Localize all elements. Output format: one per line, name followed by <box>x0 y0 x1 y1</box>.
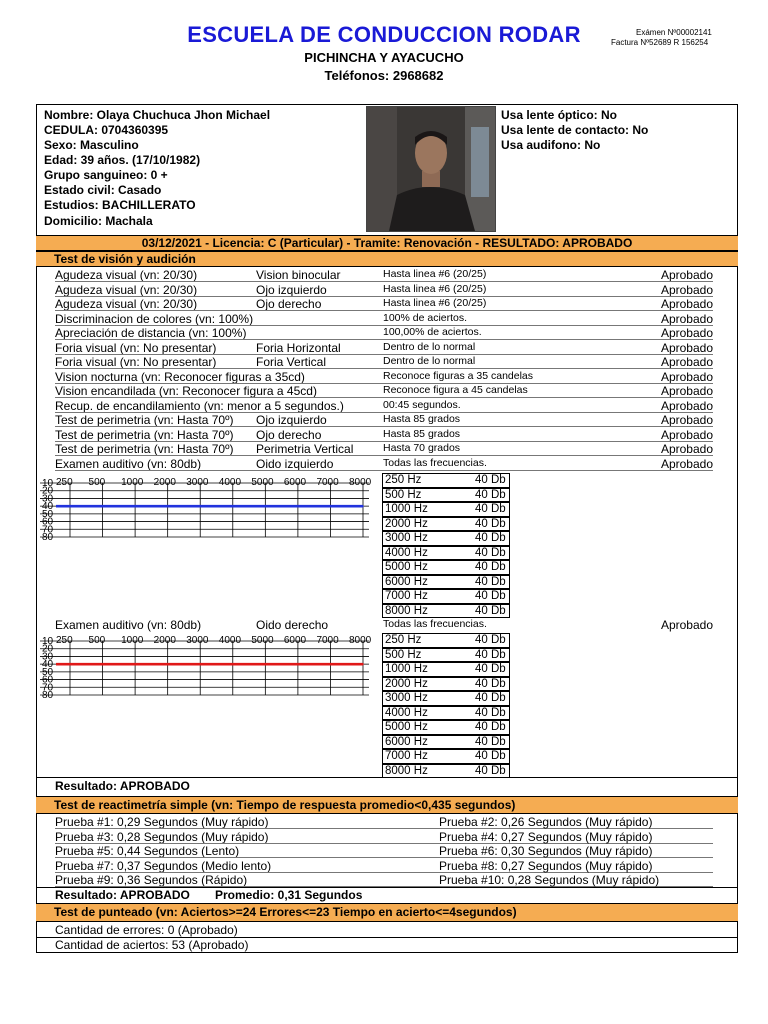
left-ear-frequency-row <box>382 589 510 604</box>
vision-test-name: Examen auditivo (vn: 80db) <box>55 456 202 471</box>
left-ear-frequency-row <box>382 488 510 503</box>
right-ear-data-point <box>265 663 267 665</box>
reaction-test-item: Prueba #8: 0,27 Segundos (Muy rápido) <box>439 858 653 873</box>
vision-test-name: Apreciación de distancia (vn: 100%) <box>55 326 247 340</box>
reaction-average: Promedio: 0,31 Segundos <box>215 888 363 902</box>
left-ear-x-tick: 8000 <box>349 477 372 488</box>
right-ear-data-point <box>330 663 332 665</box>
vision-test-result: Aprobado <box>660 427 713 442</box>
vision-test-result: Aprobado <box>660 456 713 471</box>
right-ear-y-tick: 50 <box>42 666 54 678</box>
frequency-db: 40 Db <box>475 648 506 661</box>
left-ear-data-point <box>134 505 136 507</box>
punteado-section-header: Test de punteado (vn: Aciertos>=24 Errores<=23 Tiempo en acierto<=4segundos) <box>36 903 738 922</box>
left-ear-frequency-row <box>382 473 510 488</box>
right-ear-y-tick: 80 <box>42 690 54 699</box>
left-ear-y-tick: 80 <box>42 532 54 541</box>
frequency-db: 40 Db <box>475 503 506 515</box>
exam-number: Exámen Nº00002141 <box>636 28 712 37</box>
right-ear-data-point <box>232 663 234 665</box>
vision-test-sub: Ojo derecho <box>256 427 322 442</box>
vision-test-value: Todas las frecuencias. <box>383 456 487 469</box>
reaction-test-item: Prueba #2: 0,26 Segundos (Muy rápido) <box>439 815 653 829</box>
left-ear-y-tick: 60 <box>42 516 54 528</box>
vision-test-value: Reconoce figuras a 35 candelas <box>383 369 534 382</box>
right-ear-frequency-row <box>382 677 510 692</box>
left-ear-data-point <box>330 505 332 507</box>
vision-test-result: Aprobado <box>660 297 713 311</box>
right-ear-frequency-row <box>382 735 510 750</box>
vision-test-value: Dentro de lo normal <box>383 355 476 367</box>
left-ear-x-tick: 5000 <box>251 477 274 488</box>
frequency-hz: 4000 Hz <box>385 706 428 719</box>
vision-test-value: 100,00% de aciertos. <box>383 326 482 338</box>
right-ear-data-point <box>199 663 201 665</box>
person-cedula: CEDULA: 0704360395 <box>44 123 169 137</box>
left-ear-x-tick: 7000 <box>316 477 339 488</box>
vision-test-sub: Vision binocular <box>256 268 341 282</box>
person-home: Domicilio: Machala <box>44 214 153 228</box>
right-ear-x-tick: 7000 <box>316 635 339 646</box>
right-ear-x-tick: 5000 <box>251 635 274 646</box>
frequency-db: 40 Db <box>475 735 506 748</box>
vision-test-value: Hasta linea #6 (20/25) <box>383 282 487 295</box>
left-ear-y-tick: 10 <box>42 478 54 489</box>
school-address: PICHINCHA Y AYACUCHO <box>304 50 464 65</box>
right-ear-x-tick: 8000 <box>349 635 372 646</box>
hearing-aid: Usa audifono: No <box>501 138 601 152</box>
optical-lens: Usa lente óptico: No <box>501 108 618 122</box>
vision-test-result: Aprobado <box>660 355 713 369</box>
frequency-db: 40 Db <box>475 517 506 530</box>
left-ear-y-tick: 70 <box>42 524 54 536</box>
vision-test-value: Dentro de lo normal <box>383 340 476 353</box>
vision-test-value: Hasta linea #6 (20/25) <box>383 297 487 309</box>
right-ear-x-tick: 4000 <box>218 635 242 646</box>
left-ear-frequency-row <box>382 560 510 575</box>
frequency-db: 40 Db <box>475 721 506 733</box>
reaction-section-header: Test de reactimetría simple (vn: Tiempo de respuesta promedio<0,435 segundos) <box>36 796 738 814</box>
vision-test-name: Discriminacion de colores (vn: 100%) <box>55 311 254 326</box>
left-ear-frequency-row <box>382 502 510 517</box>
right-ear-data-point <box>134 663 136 665</box>
vision-test-name: Test de perimetria (vn: Hasta 70º) <box>55 413 234 427</box>
audiogram-right-ear <box>36 633 382 699</box>
punteado-hits: Cantidad de aciertos: 53 (Aprobado) <box>55 938 249 952</box>
vision-test-name: Recup. de encandilamiento (vn: menor a 5 segundos.) <box>55 398 344 413</box>
person-civil: Estado civil: Casado <box>44 183 162 197</box>
frequency-hz: 1000 Hz <box>385 503 428 515</box>
left-ear-data-point <box>362 505 364 507</box>
left-ear-frequency-row <box>382 517 510 532</box>
row-divider <box>55 470 713 471</box>
hearing-result: Resultado: APROBADO <box>55 779 190 793</box>
divider <box>36 777 738 778</box>
vision-test-value: 00:45 segundos. <box>383 398 461 411</box>
left-ear-frequency-row <box>382 546 510 561</box>
left-ear-data-point <box>69 505 71 507</box>
vision-test-sub: Ojo izquierdo <box>256 413 327 427</box>
frequency-hz: 8000 Hz <box>385 604 428 617</box>
frequency-db: 40 Db <box>475 750 506 762</box>
vision-test-value: Hasta 85 grados <box>383 413 461 425</box>
reaction-test-item: Prueba #5: 0,44 Segundos (Lento) <box>55 844 240 858</box>
frequency-hz: 250 Hz <box>385 474 422 486</box>
left-ear-data-point <box>199 505 201 507</box>
vision-test-result: Aprobado <box>660 398 713 413</box>
person-studies: Estudios: BACHILLERATO <box>44 198 196 212</box>
frequency-db: 40 Db <box>475 764 506 777</box>
left-ear-x-tick: 2000 <box>153 477 176 488</box>
left-ear-data-point <box>265 505 267 507</box>
frequency-hz: 7000 Hz <box>385 750 428 762</box>
right-ear-data-point <box>102 663 104 665</box>
frequency-db: 40 Db <box>475 634 506 646</box>
hearing-right-test: Examen auditivo (vn: 80db) <box>55 618 202 632</box>
reaction-test-item: Prueba #1: 0,29 Segundos (Muy rápido) <box>55 815 269 829</box>
vision-section-header: Test de visión y audición <box>36 251 738 267</box>
frequency-hz: 6000 Hz <box>385 575 428 588</box>
frequency-hz: 5000 Hz <box>385 561 428 573</box>
right-ear-x-tick: 1000 <box>121 635 144 646</box>
left-ear-x-tick: 500 <box>88 477 106 488</box>
left-ear-x-tick: 1000 <box>121 477 144 488</box>
vision-test-result: Aprobado <box>660 268 713 282</box>
vision-test-name: Agudeza visual (vn: 20/30) <box>55 268 198 282</box>
right-ear-y-tick: 70 <box>42 682 54 694</box>
right-ear-y-tick: 20 <box>42 643 54 655</box>
contact-lens: Usa lente de contacto: No <box>501 123 649 137</box>
frequency-db: 40 Db <box>475 706 506 719</box>
frequency-db: 40 Db <box>475 677 506 690</box>
right-ear-frequency-row <box>382 706 510 721</box>
invoice-number: Factura Nº52689 R 156254 <box>611 38 709 47</box>
audiogram-left-ear <box>36 475 382 541</box>
left-ear-frequency-row <box>382 575 510 590</box>
person-age: Edad: 39 años. (17/10/1982) <box>44 153 201 167</box>
hearing-right-value: Todas las frecuencias. <box>383 618 487 630</box>
left-ear-data-point <box>232 505 234 507</box>
vision-test-name: Test de perimetria (vn: Hasta 70º) <box>55 427 234 442</box>
frequency-hz: 8000 Hz <box>385 764 428 777</box>
left-ear-y-tick: 30 <box>42 493 54 505</box>
left-ear-frequency-row <box>382 604 510 619</box>
vision-test-name: Foria visual (vn: No presentar) <box>55 355 217 369</box>
right-ear-x-tick: 3000 <box>186 635 209 646</box>
frequency-hz: 5000 Hz <box>385 721 428 733</box>
left-ear-x-tick: 4000 <box>218 477 242 488</box>
reaction-result: Resultado: APROBADO <box>55 888 190 902</box>
right-ear-frequency-row <box>382 648 510 663</box>
frequency-db: 40 Db <box>475 532 506 544</box>
right-ear-y-tick: 10 <box>42 636 54 647</box>
right-ear-x-tick: 6000 <box>283 635 307 646</box>
vision-test-name: Foria visual (vn: No presentar) <box>55 340 217 355</box>
right-ear-frequency-row <box>382 691 510 706</box>
frequency-db: 40 Db <box>475 663 506 675</box>
punteado-errors: Cantidad de errores: 0 (Aprobado) <box>55 923 238 937</box>
vision-test-sub: Foria Vertical <box>256 355 327 369</box>
right-ear-frequency-row <box>382 662 510 677</box>
right-ear-frequency-row <box>382 749 510 764</box>
right-ear-x-tick: 2000 <box>153 635 176 646</box>
frequency-db: 40 Db <box>475 692 506 704</box>
frequency-hz: 500 Hz <box>385 648 422 661</box>
vision-test-name: Vision nocturna (vn: Reconocer figuras a 35cd) <box>55 369 305 384</box>
vision-test-value: Reconoce figura a 45 candelas <box>383 384 528 396</box>
left-ear-y-tick: 50 <box>42 508 54 520</box>
frequency-hz: 3000 Hz <box>385 532 428 544</box>
vision-test-name: Agudeza visual (vn: 20/30) <box>55 297 198 311</box>
left-ear-data-point <box>102 505 104 507</box>
right-ear-x-tick: 250 <box>56 635 73 646</box>
frequency-db: 40 Db <box>475 474 506 486</box>
reaction-test-item: Prueba #9: 0,36 Segundos (Rápido) <box>55 873 248 887</box>
right-ear-data-point <box>297 663 299 665</box>
school-phones: Teléfonos: 2968682 <box>324 68 444 83</box>
right-ear-data-point <box>362 663 364 665</box>
hearing-right-sub: Oido derecho <box>256 618 329 632</box>
license-result-bar: 03/12/2021 - Licencia: C (Particular) - Tramite: Renovación - RESULTADO: APROBADO <box>36 235 738 251</box>
frequency-hz: 500 Hz <box>385 488 422 501</box>
left-ear-frequency-row <box>382 531 510 546</box>
reaction-test-item: Prueba #3: 0,28 Segundos (Muy rápido) <box>55 829 269 844</box>
frequency-hz: 2000 Hz <box>385 677 428 690</box>
left-ear-y-tick: 40 <box>42 501 54 513</box>
vision-test-result: Aprobado <box>660 413 713 427</box>
vision-test-value: Hasta 85 grados <box>383 427 461 440</box>
vision-test-name: Vision encandilada (vn: Reconocer figura a 45cd) <box>55 384 317 398</box>
right-ear-frequency-row <box>382 720 510 735</box>
right-ear-frequency-row <box>382 764 510 779</box>
frequency-db: 40 Db <box>475 488 506 501</box>
frequency-db: 40 Db <box>475 575 506 588</box>
frequency-hz: 4000 Hz <box>385 546 428 559</box>
frequency-hz: 2000 Hz <box>385 517 428 530</box>
right-ear-y-tick: 60 <box>42 674 54 686</box>
vision-test-result: Aprobado <box>660 442 713 456</box>
vision-test-name: Test de perimetria (vn: Hasta 70º) <box>55 442 234 456</box>
vision-test-value: Hasta linea #6 (20/25) <box>383 268 487 280</box>
frequency-hz: 3000 Hz <box>385 692 428 704</box>
right-ear-data-point <box>167 663 169 665</box>
person-name: Nombre: Olaya Chuchuca Jhon Michael <box>44 108 271 122</box>
hearing-right-result: Aprobado <box>660 618 713 632</box>
vision-test-sub: Ojo derecho <box>256 297 322 311</box>
reaction-test-item: Prueba #4: 0,27 Segundos (Muy rápido) <box>439 829 653 844</box>
vision-test-sub: Ojo izquierdo <box>256 282 327 297</box>
vision-test-sub: Foria Horizontal <box>256 340 341 355</box>
school-title: ESCUELA DE CONDUCCION RODAR <box>187 22 581 47</box>
right-ear-y-tick: 30 <box>42 651 54 663</box>
vision-test-result: Aprobado <box>660 282 713 297</box>
frequency-hz: 250 Hz <box>385 634 422 646</box>
vision-test-result: Aprobado <box>660 369 713 384</box>
right-ear-frequency-row <box>382 633 510 648</box>
reaction-test-item: Prueba #6: 0,30 Segundos (Muy rápido) <box>439 844 653 858</box>
left-ear-x-tick: 6000 <box>283 477 307 488</box>
person-sex: Sexo: Masculino <box>44 138 139 152</box>
right-ear-y-tick: 40 <box>42 659 54 671</box>
person-blood: Grupo sanguineo: 0 + <box>44 168 168 182</box>
frequency-db: 40 Db <box>475 590 506 602</box>
frequency-hz: 7000 Hz <box>385 590 428 602</box>
vision-test-sub: Oido izquierdo <box>256 456 334 471</box>
frequency-db: 40 Db <box>475 561 506 573</box>
vision-test-name: Agudeza visual (vn: 20/30) <box>55 282 198 297</box>
vision-test-value: 100% de aciertos. <box>383 311 468 324</box>
right-ear-x-tick: 500 <box>88 635 106 646</box>
left-ear-data-point <box>167 505 169 507</box>
frequency-hz: 6000 Hz <box>385 735 428 748</box>
right-ear-data-point <box>69 663 71 665</box>
frequency-db: 40 Db <box>475 546 506 559</box>
vision-test-result: Aprobado <box>660 311 713 326</box>
reaction-test-item: Prueba #10: 0,28 Segundos (Muy rápido) <box>439 873 660 887</box>
vision-test-result: Aprobado <box>660 326 713 340</box>
left-ear-x-tick: 3000 <box>186 477 209 488</box>
reaction-test-item: Prueba #7: 0,37 Segundos (Medio lento) <box>55 858 272 873</box>
vision-test-sub: Perimetria Vertical <box>256 442 354 456</box>
left-ear-x-tick: 250 <box>56 477 73 488</box>
applicant-photo <box>366 106 496 232</box>
left-ear-data-point <box>297 505 299 507</box>
frequency-hz: 1000 Hz <box>385 663 428 675</box>
vision-test-result: Aprobado <box>660 384 713 398</box>
frequency-db: 40 Db <box>475 604 506 617</box>
left-ear-y-tick: 20 <box>42 485 54 497</box>
vision-test-result: Aprobado <box>660 340 713 355</box>
vision-test-value: Hasta 70 grados <box>383 442 461 454</box>
